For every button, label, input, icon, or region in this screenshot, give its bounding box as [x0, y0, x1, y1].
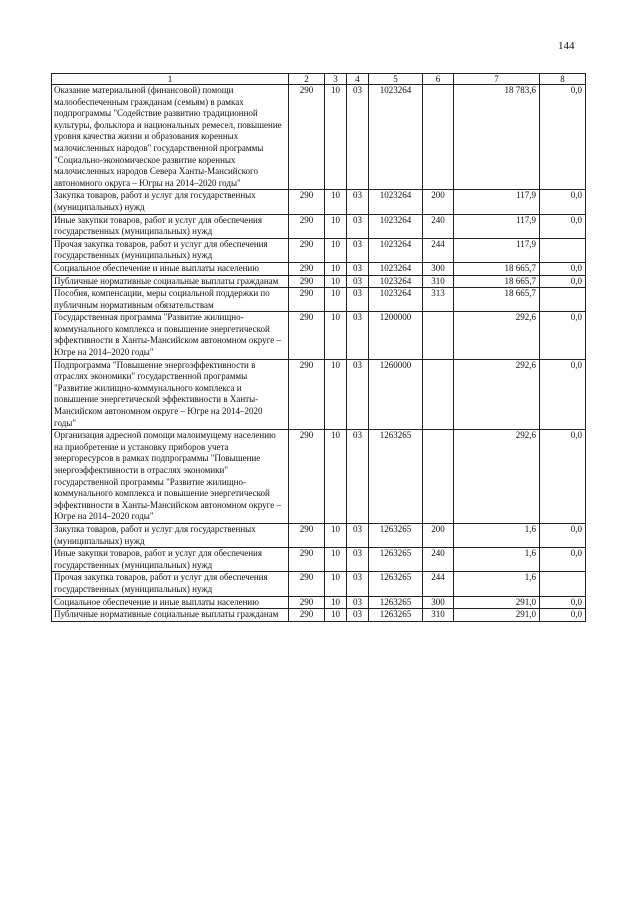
row-value-cell: 310: [423, 275, 454, 288]
row-value-cell: 10: [325, 288, 347, 312]
table-row: [52, 312, 586, 359]
row-name-cell: Иные закупки товаров, работ и услуг для обеспечения государственных (муниципальных) нужд: [52, 548, 289, 572]
column-header: 3: [325, 74, 347, 85]
row-value-cell: 0,0: [540, 609, 586, 622]
row-value-cell: 18 665,7: [454, 288, 540, 312]
row-value-cell: 291,0: [454, 596, 540, 609]
table-row: [52, 523, 586, 547]
row-name-cell: Подпрограмма "Повышение энергоэффективности в отраслях экономики" государственной программы "Развитие жилищно-коммунального комплекса и повышение энергетической эффективности в Ханты-Мансийском автономном округе – Югре на 2014–2020 годы": [52, 359, 289, 430]
row-value-cell: 03: [347, 430, 369, 524]
row-name-cell: Социальное обеспечение и иные выплаты населению: [52, 262, 289, 275]
row-value-cell: 10: [325, 262, 347, 275]
row-value-cell: [540, 238, 586, 262]
row-value-cell: 300: [423, 596, 454, 609]
row-name-cell: Прочая закупка товаров, работ и услуг для обеспечения государственных (муниципальных) нужд: [52, 572, 289, 596]
row-name-cell: Закупка товаров, работ и услуг для государственных (муниципальных) нужд: [52, 523, 289, 547]
table-row: [52, 288, 586, 312]
row-value-cell: 1,6: [454, 523, 540, 547]
row-value-cell: 1200000: [369, 312, 423, 359]
column-header: 2: [289, 74, 325, 85]
row-value-cell: 18 665,7: [454, 262, 540, 275]
row-value-cell: 18 783,6: [454, 85, 540, 190]
row-value-cell: 1260000: [369, 359, 423, 430]
row-value-cell: 290: [289, 572, 325, 596]
row-value-cell: 1263265: [369, 572, 423, 596]
column-header: 1: [52, 74, 289, 85]
row-value-cell: 0,0: [540, 430, 586, 524]
row-value-cell: 1263265: [369, 548, 423, 572]
row-value-cell: 03: [347, 523, 369, 547]
row-value-cell: 313: [423, 288, 454, 312]
table-row: [52, 238, 586, 262]
row-value-cell: 292,6: [454, 359, 540, 430]
row-value-cell: 0,0: [540, 190, 586, 214]
row-value-cell: [540, 288, 586, 312]
row-value-cell: 0,0: [540, 275, 586, 288]
row-value-cell: 240: [423, 214, 454, 238]
row-value-cell: 290: [289, 312, 325, 359]
row-value-cell: 1023264: [369, 85, 423, 190]
row-value-cell: 244: [423, 238, 454, 262]
row-value-cell: 0,0: [540, 359, 586, 430]
column-header: 7: [454, 74, 540, 85]
row-value-cell: 290: [289, 359, 325, 430]
table-header-row: [52, 74, 586, 85]
row-value-cell: 200: [423, 190, 454, 214]
row-value-cell: 1023264: [369, 190, 423, 214]
table-row: [52, 430, 586, 524]
row-value-cell: 10: [325, 190, 347, 214]
column-header: 6: [423, 74, 454, 85]
row-value-cell: 10: [325, 85, 347, 190]
row-value-cell: 200: [423, 523, 454, 547]
row-value-cell: 1023264: [369, 288, 423, 312]
row-value-cell: 117,9: [454, 190, 540, 214]
row-value-cell: 0,0: [540, 523, 586, 547]
row-value-cell: 10: [325, 214, 347, 238]
row-value-cell: 290: [289, 523, 325, 547]
table-row: [52, 190, 586, 214]
row-value-cell: 03: [347, 275, 369, 288]
row-value-cell: 0,0: [540, 312, 586, 359]
row-value-cell: 10: [325, 523, 347, 547]
row-value-cell: [423, 430, 454, 524]
row-value-cell: 240: [423, 548, 454, 572]
row-name-cell: Социальное обеспечение и иные выплаты населению: [52, 596, 289, 609]
row-name-cell: Публичные нормативные социальные выплаты гражданам: [52, 609, 289, 622]
row-value-cell: 1263265: [369, 596, 423, 609]
row-name-cell: Пособия, компенсации, меры социальной поддержки по публичным нормативным обязательствам: [52, 288, 289, 312]
row-name-cell: Иные закупки товаров, работ и услуг для обеспечения государственных (муниципальных) нужд: [52, 214, 289, 238]
row-value-cell: 1,6: [454, 548, 540, 572]
row-name-cell: Оказание материальной (финансовой) помощи малообеспеченным гражданам (семьям) в рамках подпрограммы "Содействие развитию традиционной культуры, фольклора и национальных ремесел, повышение уровня качества жизни и образования коренных малочисленных народов" государственной программы "Социально-экономическое развитие коренных малочисленных народов Севера Ханты-Мансийского автономного округа – Югры на 2014–2020 годы": [52, 85, 289, 190]
row-value-cell: [423, 312, 454, 359]
row-value-cell: 10: [325, 359, 347, 430]
budget-table: [51, 73, 586, 622]
row-value-cell: 03: [347, 85, 369, 190]
row-value-cell: 1023264: [369, 214, 423, 238]
row-value-cell: [423, 359, 454, 430]
row-value-cell: 290: [289, 238, 325, 262]
row-value-cell: 290: [289, 190, 325, 214]
row-value-cell: 117,9: [454, 214, 540, 238]
row-value-cell: 1,6: [454, 572, 540, 596]
row-value-cell: 18 665,7: [454, 275, 540, 288]
table-row: [52, 572, 586, 596]
row-value-cell: 290: [289, 262, 325, 275]
row-value-cell: 10: [325, 548, 347, 572]
column-header: 5: [369, 74, 423, 85]
row-name-cell: Организация адресной помощи малоимущему населению на приобретение и установку приборов учета энергоресурсов в рамках подпрограммы "Повышение энергоэффективности в отраслях экономики" государственной программы "Развитие жилищно-коммунального комплекса и повышение энергетической эффективности в Ханты-Мансийском автономном округе – Югре на 2014–2020 годы": [52, 430, 289, 524]
row-value-cell: 03: [347, 214, 369, 238]
row-value-cell: 117,9: [454, 238, 540, 262]
row-value-cell: 03: [347, 596, 369, 609]
row-value-cell: 1263265: [369, 609, 423, 622]
table-row: [52, 275, 586, 288]
row-value-cell: 03: [347, 548, 369, 572]
row-value-cell: 290: [289, 548, 325, 572]
table-row: [52, 359, 586, 430]
row-value-cell: 10: [325, 430, 347, 524]
row-value-cell: 03: [347, 238, 369, 262]
row-value-cell: 10: [325, 572, 347, 596]
row-value-cell: 10: [325, 609, 347, 622]
table-row: [52, 85, 586, 190]
row-value-cell: 10: [325, 596, 347, 609]
table-row: [52, 596, 586, 609]
row-value-cell: [540, 572, 586, 596]
row-value-cell: 290: [289, 609, 325, 622]
row-name-cell: Государственная программа "Развитие жилищно-коммунального комплекса и повышение энергетической эффективности в Ханты-Мансийском автономном округе – Югре на 2014–2020 годы": [52, 312, 289, 359]
page-number: 144: [558, 40, 575, 52]
row-name-cell: Публичные нормативные социальные выплаты гражданам: [52, 275, 289, 288]
row-value-cell: 03: [347, 312, 369, 359]
row-value-cell: 300: [423, 262, 454, 275]
table-row: [52, 548, 586, 572]
row-value-cell: 03: [347, 288, 369, 312]
row-value-cell: 03: [347, 572, 369, 596]
row-value-cell: 290: [289, 85, 325, 190]
row-value-cell: 1023264: [369, 262, 423, 275]
row-value-cell: 290: [289, 275, 325, 288]
row-name-cell: Закупка товаров, работ и услуг для государственных (муниципальных) нужд: [52, 190, 289, 214]
row-value-cell: 03: [347, 190, 369, 214]
row-value-cell: 0,0: [540, 262, 586, 275]
row-value-cell: 290: [289, 288, 325, 312]
row-value-cell: 290: [289, 596, 325, 609]
column-header: 8: [540, 74, 586, 85]
table-body: [52, 85, 586, 622]
row-value-cell: 1263265: [369, 430, 423, 524]
row-value-cell: 03: [347, 609, 369, 622]
row-value-cell: 03: [347, 359, 369, 430]
row-value-cell: 1263265: [369, 523, 423, 547]
row-value-cell: 10: [325, 312, 347, 359]
row-value-cell: 310: [423, 609, 454, 622]
row-value-cell: 292,6: [454, 430, 540, 524]
row-value-cell: 0,0: [540, 214, 586, 238]
row-value-cell: 291,0: [454, 609, 540, 622]
row-value-cell: [423, 85, 454, 190]
table-row: [52, 214, 586, 238]
row-value-cell: 0,0: [540, 548, 586, 572]
row-value-cell: 10: [325, 238, 347, 262]
row-value-cell: 1023264: [369, 238, 423, 262]
row-value-cell: 290: [289, 430, 325, 524]
row-value-cell: 10: [325, 275, 347, 288]
table-row: [52, 609, 586, 622]
table-row: [52, 262, 586, 275]
row-value-cell: 0,0: [540, 85, 586, 190]
row-value-cell: 290: [289, 214, 325, 238]
row-value-cell: 1023264: [369, 275, 423, 288]
row-value-cell: 244: [423, 572, 454, 596]
row-name-cell: Прочая закупка товаров, работ и услуг для обеспечения государственных (муниципальных) нужд: [52, 238, 289, 262]
row-value-cell: 292,6: [454, 312, 540, 359]
column-header: 4: [347, 74, 369, 85]
row-value-cell: 0,0: [540, 596, 586, 609]
row-value-cell: 03: [347, 262, 369, 275]
